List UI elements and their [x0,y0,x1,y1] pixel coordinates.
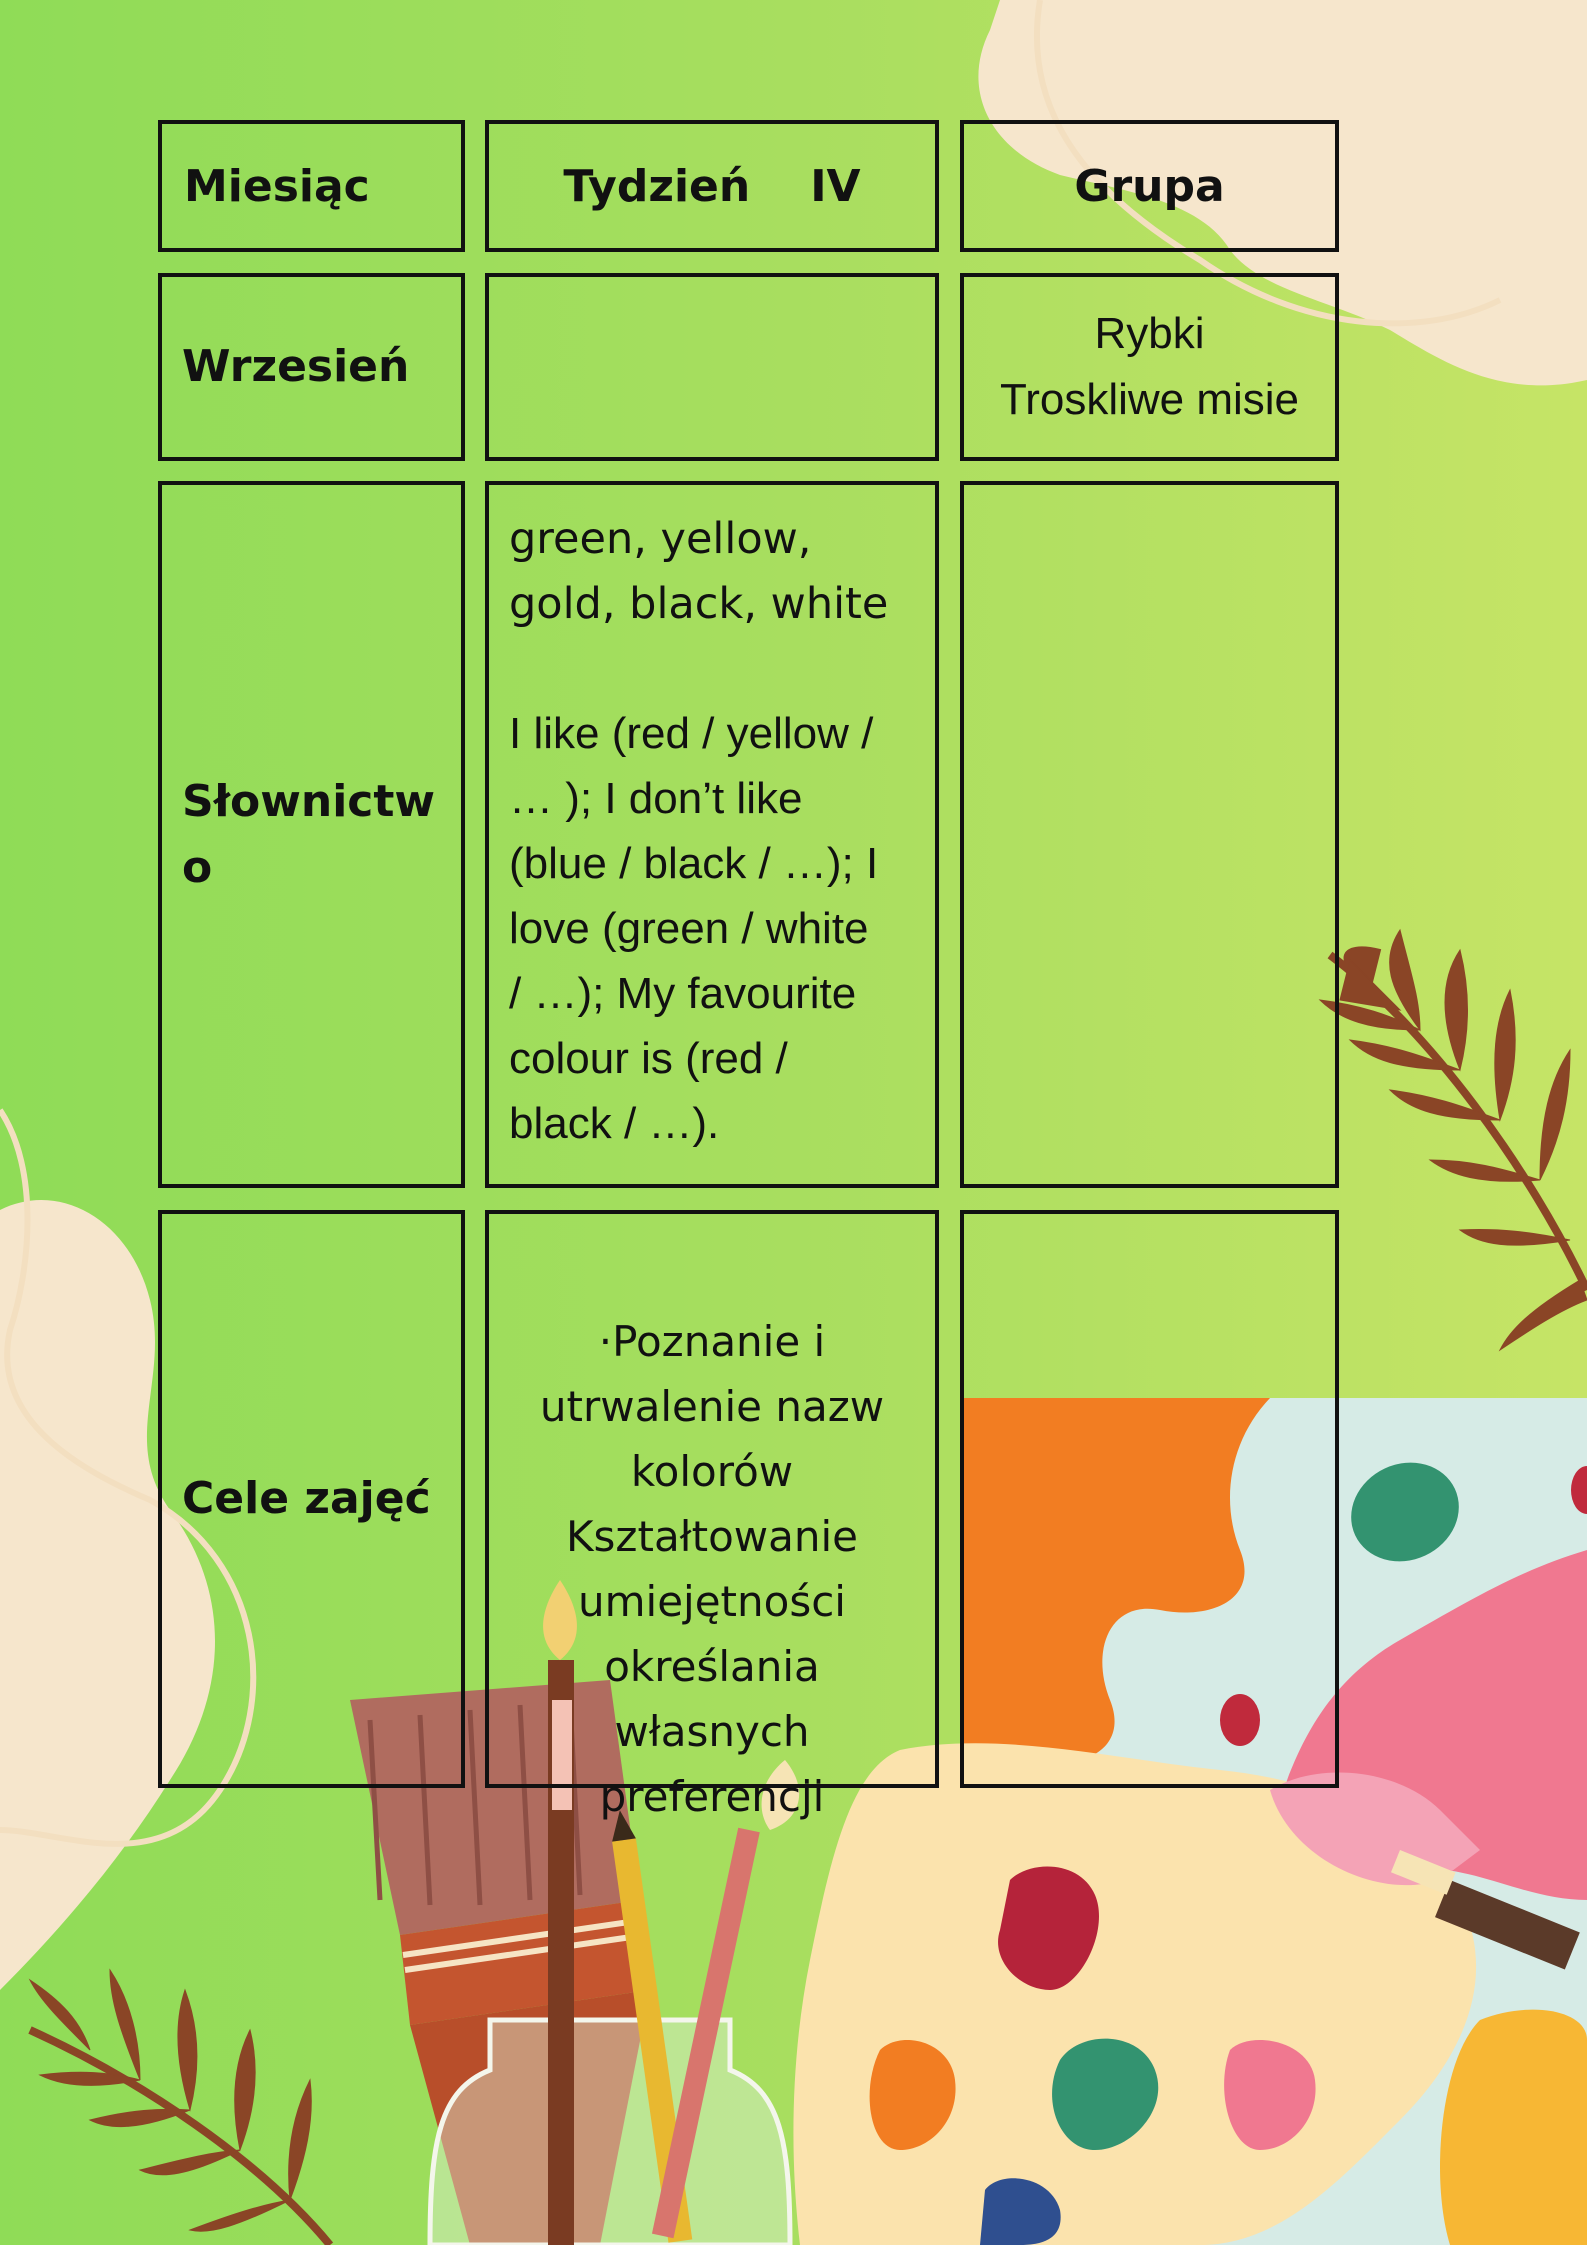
header-week-label: Tydzień [563,160,751,212]
header-month-cell [158,120,465,252]
vocabulary-phrases: I like (red / yellow / … ); I don’t like (blue / black / …); I love (green / white / …); My favourite colour is (red / black / …). [509,709,879,1148]
header-group-label: Grupa [1074,160,1225,212]
vocabulary-label: Słownictw o [182,775,436,893]
palm-leaf-icon [1320,930,1587,1350]
header-week-number: IV [810,160,861,212]
group-value: Rybki Troskliwe misie [999,309,1300,424]
month-value-cell [158,273,465,461]
goals-content-cell [485,1210,939,1821]
vocabulary-words: green, yellow, gold, black, white [509,514,889,629]
vocabulary-label-cell [158,481,465,1188]
goals-label: Cele zajęć [182,1473,431,1524]
header-month-label: Miesiąc [184,160,370,212]
group-value-cell [960,273,1339,461]
header-week-cell [485,120,939,252]
month-value: Wrzesień [182,341,410,392]
goals-group-cell [960,1210,1339,1788]
week-value-cell [485,273,939,461]
header-group-cell [960,120,1339,252]
vocabulary-group-cell [960,481,1339,1188]
goals-text: ·Poznanie i utrwalenie nazw kolorów Kształtowanie umiejętności określania własnych preferencji [539,1317,885,1821]
vocabulary-content-cell [485,481,939,1188]
goals-label-cell [158,1210,465,1788]
palm-leaf-icon [30,1970,330,2245]
